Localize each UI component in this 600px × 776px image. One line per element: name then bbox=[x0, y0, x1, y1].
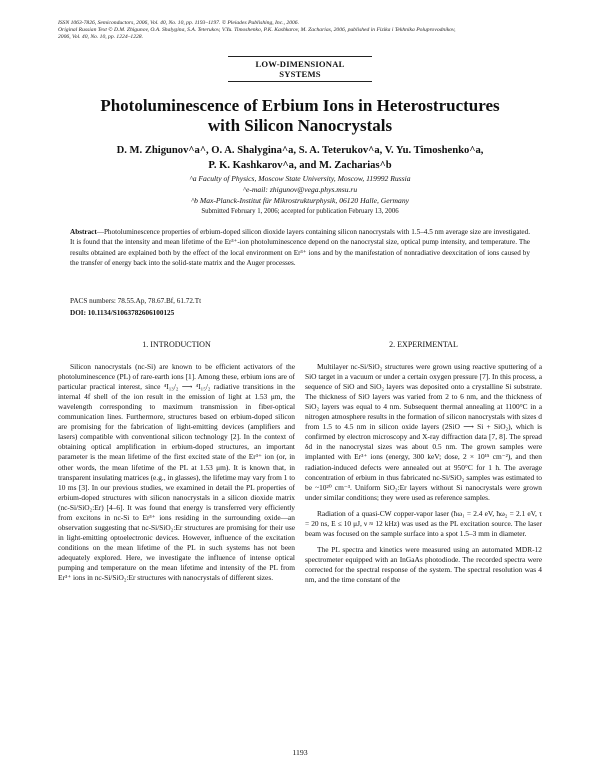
affiliation-a: ^a Faculty of Physics, Moscow State University, Moscow, 119992 Russia bbox=[189, 174, 411, 183]
section-rule-top bbox=[228, 56, 372, 57]
abstract-text: —Photoluminescence properties of erbium-doped silicon dioxide layers containing silicon nanocrystals with 1.5–4.5 nm average size are investigated. It is found that the intensity and mean lifetime of the Er³⁺-ion photoluminescence depend on the nanocrystal size, optical pump intensity, and temperature. The results obtained are explained both by the effect of the local environment on Er³⁺ ions and by the manifestation of nonradiative deexcitation of ions caused by the transfer of energy back into the solid-state matrix and the Auger processes. bbox=[70, 228, 530, 268]
author-list bbox=[0, 143, 600, 173]
experimental-heading: 2. EXPERIMENTAL bbox=[389, 340, 458, 349]
experimental-paragraph-2: Radiation of a quasi-CW copper-vapor laser (ħω₁ = 2.4 eV, ħω₂ = 2.1 eV, τ = 20 ns, E ≤ 10 μJ, ν ≈ 12 kHz) was used as the PL excitation source. The laser beam was focused on the sample surface into a spot 1.5–3 mm in diameter. bbox=[305, 508, 542, 538]
affiliations bbox=[0, 173, 600, 206]
authors-line-1: D. M. Zhigunov^a^, O. A. Shalygina^a, S. A. Teterukov^a, V. Yu. Timoshenko^a, bbox=[116, 145, 484, 156]
affiliation-email: ^e-mail: zhigunov@vega.phys.msu.ru bbox=[242, 185, 358, 194]
page-number: 1193 bbox=[292, 748, 308, 757]
header-line-1: ISSN 1063-7826, Semiconductors, 2006, Vol. 40, No. 10, pp. 1193–1197. © Pleiades Publishing, Inc., 2006. bbox=[58, 20, 299, 26]
intro-paragraph: Silicon nanocrystals (nc-Si) are known to be efficient activators of the photoluminescence (PL) of rare-earth ions [1]. Among these, erbium ions are of particular practical interest, since ⁴I₁₃/₂ ⟶ ⁴I₁₅/₂ radiative transitions in the internal 4f shell of the ion result in the emission of light at 1.53 μm, the wavelength corresponding to maximum transmission in fiber-optical communication lines. Furthermore, structures based on erbium-doped silicon are promising for the fabrication of light-emitting devices (amplifiers and lasers) compatible with conventional silicon technology [2]. In the context of obtaining optical amplification in erbium-doped structures, an important parameter is the mean lifetime of the first excited state of the Er³⁺ ion (or, in other words, the mean lifetime of the PL at 1.53 μm). It is known that, in transparent insulating matrices (e.g., in glasses), the lifetime may vary from 1 to 10 ms [3]. In our previous studies, we examined in detail the PL properties of erbium-doped structures with silicon nanocrystals in a silicon dioxide matrix (nc-Si/SiO₂:Er) [4–6]. It was found that energy is transferred very efficiently from excitons in nc-Si to Er³⁺ ions residing in the surrounding oxide—an observation suggesting that nc-Si/SiO₂:Er structures are promising for their use in light-emitting optoelectronic devices. However, influence of the excitation conditions on the mean lifetime of the PL in such systems has not been adequately explored. Here, we investigate the influence of intense optical pumping and temperature on the mean lifetime and intensity of the PL from Er³⁺ ions in nc-Si/SiO₂:Er structures with nanocrystals of different sizes. bbox=[58, 362, 295, 583]
section-label-line-1: LOW-DIMENSIONAL bbox=[255, 59, 345, 69]
section-rule-bottom bbox=[228, 81, 372, 82]
authors-line-2: P. K. Kashkarov^a, and M. Zacharias^b bbox=[208, 160, 392, 171]
title-line-2: with Silicon Nanocrystals bbox=[207, 116, 393, 135]
abstract bbox=[70, 227, 530, 269]
pacs-numbers: PACS numbers: 78.55.Ap, 78.67.Bf, 61.72.Tt bbox=[70, 297, 202, 305]
header-line-2: Original Russian Text © D.M. Zhigunov, O.A. Shalygina, S.A. Teterukov, V.Yu. Timoshenko, P.K. Kashkarov, M. Zacharias, 2006, published in Fizika i Tekhnika Poluprovodnikov, bbox=[58, 27, 456, 33]
publication-header bbox=[58, 20, 558, 41]
experimental-paragraph-1: Multilayer nc-Si/SiO₂ structures were grown using reactive sputtering of a SiO target in a vacuum or under a certain oxygen pressure [7]. In this process, a sequence of SiO and SiO₂ layers was deposited onto a crystalline Si substrate. The thickness of SiO layers was varied from 2 to 6 nm, and the thickness of SiO₂ layers was equal to 4 nm. Subsequent thermal annealing at 1100°C in a nitrogen atmosphere results in the formation of silicon nanocrystals with sizes d from 1.5 to 4.5 nm in silicon oxide layers (2SiO ⟶ Si + SiO₂), which is confirmed by electron microscopy and X-ray diffraction data [7, 8]. The spread δd in the nanocrystal sizes was about 0.5 nm. The grown samples were implanted with Er³⁺ ions (energy, 300 keV; dose, 2 × 10¹⁵ cm⁻²), and then radiation-induced defects were annealed out at 950°C for 1 h. The average concentration of erbium in thus fabricated nc-Si/SiO₂ samples was estimated to be ~10²⁰ cm⁻³. Uniform SiO₂:Er layers without Si nanocrystals were grown under similar conditions; they were used as reference samples. bbox=[305, 362, 542, 502]
right-column bbox=[305, 340, 542, 591]
affiliation-b: ^b Max-Planck-Institut für Mikrostrukturphysik, 06120 Halle, Germany bbox=[190, 196, 410, 205]
section-label bbox=[0, 59, 600, 79]
title-line-1: Photoluminescence of Erbium Ions in Heterostructures bbox=[100, 96, 500, 115]
abstract-label: Abstract bbox=[70, 228, 97, 236]
intro-heading: 1. INTRODUCTION bbox=[142, 340, 211, 349]
doi: DOI: 10.1134/S1063782606100125 bbox=[70, 309, 175, 317]
left-column bbox=[58, 340, 295, 589]
paper-title bbox=[0, 96, 600, 136]
submission-dates: Submitted February 1, 2006; accepted for publication February 13, 2006 bbox=[201, 208, 399, 215]
experimental-paragraph-3: The PL spectra and kinetics were measured using an automated MDR-12 spectrometer equipped with an InGaAs photodiode. The recorded spectra were corrected for the spectral response of the system. The spectral resolution was 4 nm, and the time constant of the bbox=[305, 544, 542, 584]
header-line-3: 2006, Vol. 40, No. 10, pp. 1224–1228. bbox=[58, 34, 143, 40]
section-label-line-2: SYSTEMS bbox=[279, 69, 321, 79]
